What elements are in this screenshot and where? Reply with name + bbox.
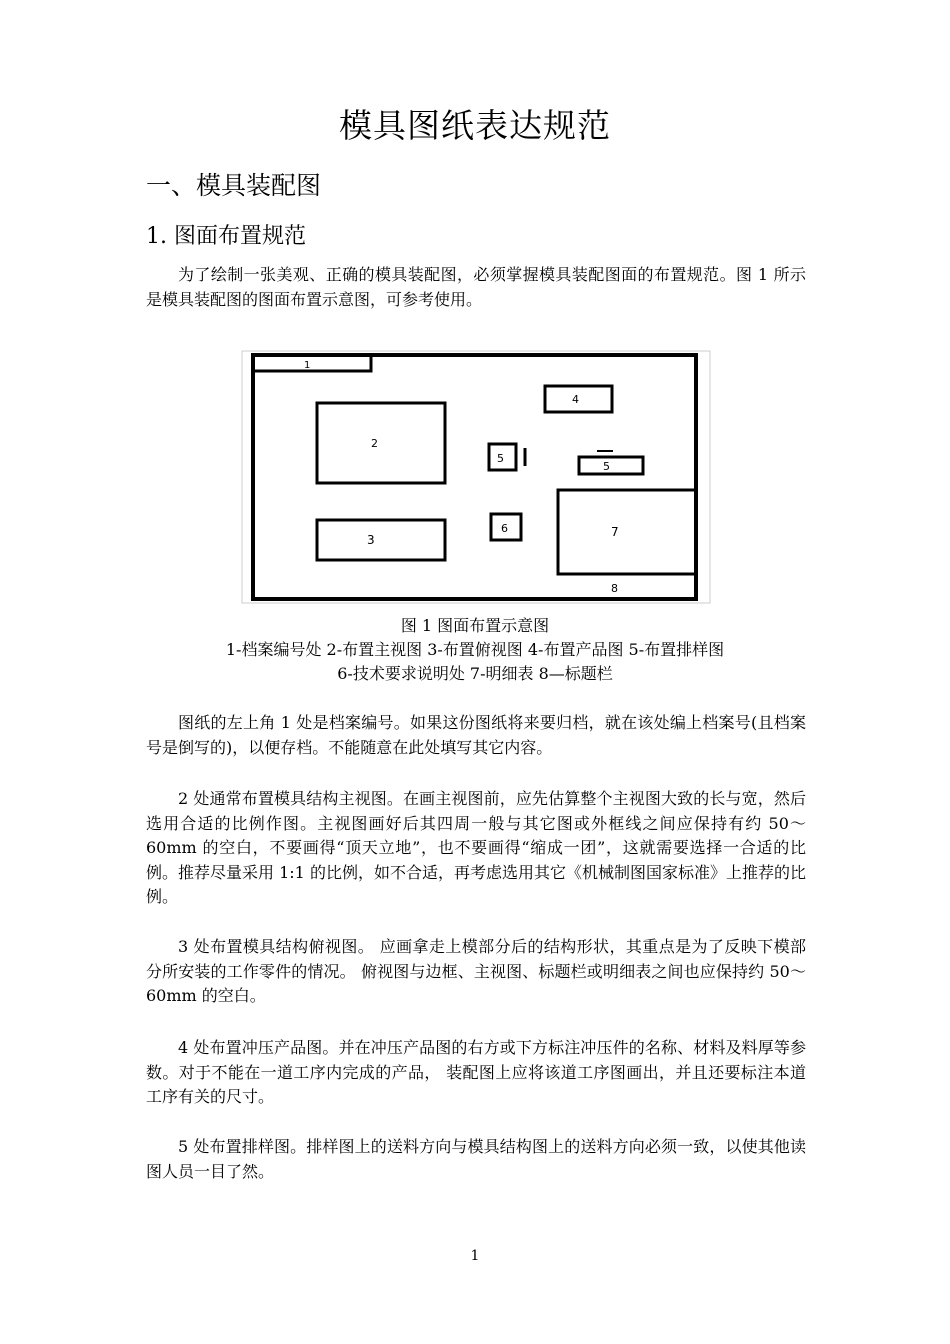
label-2: 2 — [371, 437, 378, 450]
label-1: 1 — [304, 360, 311, 371]
label-3: 3 — [367, 533, 375, 547]
label-8: 8 — [611, 582, 618, 595]
paragraph-top-view: 3 处布置模具结构俯视图。 应画拿走上模部分后的结构形状，其重点是为了反映下模部分所安装的工作零件的情况。 俯视图与边框、主视图、标题栏或明细表之间也应保持约 50～60mm 的空白。 — [146, 937, 806, 1005]
figure-caption-legend-1: 1-档案编号处 2-布置主视图 3-布置俯视图 4-布置产品图 5-布置排样图 — [225, 640, 725, 659]
label-5b: 5 — [603, 460, 610, 473]
subsection-heading: 1. 图面布置规范 — [146, 224, 306, 249]
paragraph-product: 4 处布置冲压产品图。并在冲压产品图的右方或下方标注冲压件的名称、材料及料厚等参数。对于不能在一道工序内完成的产品， 装配图上应将该道工序图画出，并且还要标注本道工序有关的尺寸。 — [146, 1038, 806, 1106]
paragraph-archive: 图纸的左上角 1 处是档案编号。如果这份图纸将来要归档，就在该处编上档案号(且档案号是倒写的)，以便存档。不能随意在此处填写其它内容。 — [146, 713, 806, 757]
paragraph-strip-layout: 5 处布置排样图。排样图上的送料方向与模具结构图上的送料方向必须一致，以使其他读图人员一目了然。 — [146, 1137, 806, 1181]
label-5a: 5 — [497, 452, 504, 465]
page-number: 1 — [470, 1248, 480, 1264]
layout-diagram — [241, 350, 711, 604]
label-7: 7 — [611, 525, 619, 539]
figure-caption-title: 图 1 图面布置示意图 — [400, 616, 550, 635]
section-heading: 一、模具装配图 — [146, 171, 322, 200]
label-6: 6 — [501, 522, 508, 535]
paragraph-main-view: 2 处通常布置模具结构主视图。在画主视图前，应先估算整个主视图大致的长与宽，然后选用合适的比例作图。主视图画好后其四周一般与其它图或外框线之间应保持有约 50～60mm 的空白，不要画得“顶天立地”，也不要画得“缩成一团”，这就需要选择一合适的比例。推荐尽量采用 1:1 的比例，如不合适，再考虑选用其它《机械制图国家标准》上推荐的比例。 — [146, 789, 806, 906]
figure-caption-legend-2: 6-技术要求说明处 7-明细表 8—标题栏 — [337, 664, 613, 683]
document-title: 模具图纸表达规范 — [339, 106, 611, 145]
label-4: 4 — [572, 393, 579, 406]
paragraph-intro: 为了绘制一张美观、正确的模具装配图，必须掌握模具装配图面的布置规范。图 1 所示是模具装配图的图面布置示意图，可参考使用。 — [146, 265, 806, 309]
